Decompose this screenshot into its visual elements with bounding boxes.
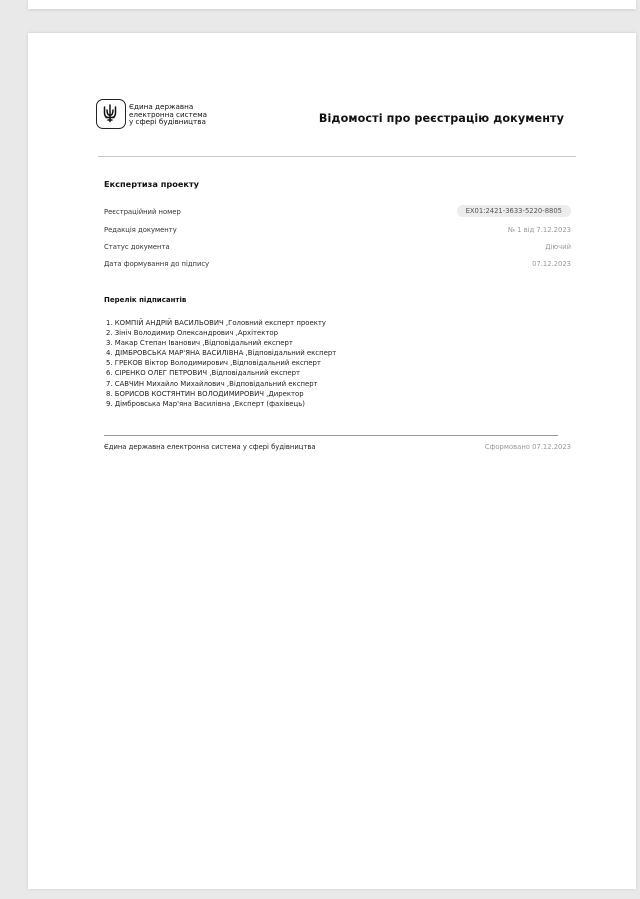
document-page bbox=[28, 33, 636, 889]
registration-number-badge: EX01:2421-3633-5220-8805 bbox=[457, 205, 571, 217]
signer-item: 3. Макар Степан Іванович ,Відповідальний експерт bbox=[106, 339, 293, 348]
signer-item: 9. Дімбровська Мар'яна Василівна ,Експерт (фахівець) bbox=[106, 399, 305, 408]
previous-page-edge bbox=[28, 0, 636, 9]
document-title: Відомості про реєстрацію документу bbox=[318, 112, 564, 125]
revision-label: Редакція документу bbox=[104, 226, 177, 234]
org-name bbox=[129, 103, 239, 126]
footer-divider bbox=[104, 435, 558, 436]
signers-list bbox=[106, 318, 336, 409]
signer-item: 8. БОРИСОВ КОСТЯНТИН ВОЛОДИМИРОВИЧ ,Директор bbox=[106, 389, 304, 398]
signer-item: 4. ДІМБРОВСЬКА МАР'ЯНА ВАСИЛІВНА ,Відповідальний експерт bbox=[106, 349, 337, 358]
date-value: 07.12.2023 bbox=[532, 260, 571, 268]
signer-item: 2. Зініч Володимир Олександрович ,Архітектор bbox=[106, 329, 279, 338]
registration-number-label: Реєстраційний номер bbox=[104, 208, 181, 216]
registration-number-value bbox=[457, 207, 571, 215]
org-name-line: у сфері будівництва bbox=[129, 117, 206, 127]
signers-title: Перелік підписантів bbox=[104, 296, 187, 304]
org-name-line: електронна система bbox=[129, 109, 208, 119]
footer-org-name: Єдина державна електронна система у сфері будівництва bbox=[104, 443, 316, 451]
revision-value: № 1 від 7.12.2023 bbox=[507, 226, 571, 234]
signer-item: 7. САВЧИН Михайло Михайлович ,Відповідальний експерт bbox=[106, 379, 318, 388]
section-title: Експертиза проекту bbox=[104, 179, 200, 189]
status-label: Статус документа bbox=[104, 243, 170, 251]
org-name-line: Єдина державна bbox=[129, 102, 194, 111]
footer-generated-date: Сформовано 07.12.2023 bbox=[484, 443, 571, 451]
header-divider bbox=[98, 156, 576, 157]
signer-item: 6. СІРЕНКО ОЛЕГ ПЕТРОВИЧ ,Відповідальний експерт bbox=[106, 369, 300, 378]
date-label: Дата формування до підпису bbox=[104, 260, 210, 268]
trident-icon bbox=[96, 99, 126, 129]
signer-item: 5. ГРЕКОВ Віктор Володимирович ,Відповідальний експерт bbox=[106, 359, 321, 368]
signer-item: 1. КОМПІЙ АНДРІЙ ВАСИЛЬОВИЧ ,Головний експерт проекту bbox=[106, 319, 326, 327]
status-value: Діючий bbox=[545, 243, 571, 251]
